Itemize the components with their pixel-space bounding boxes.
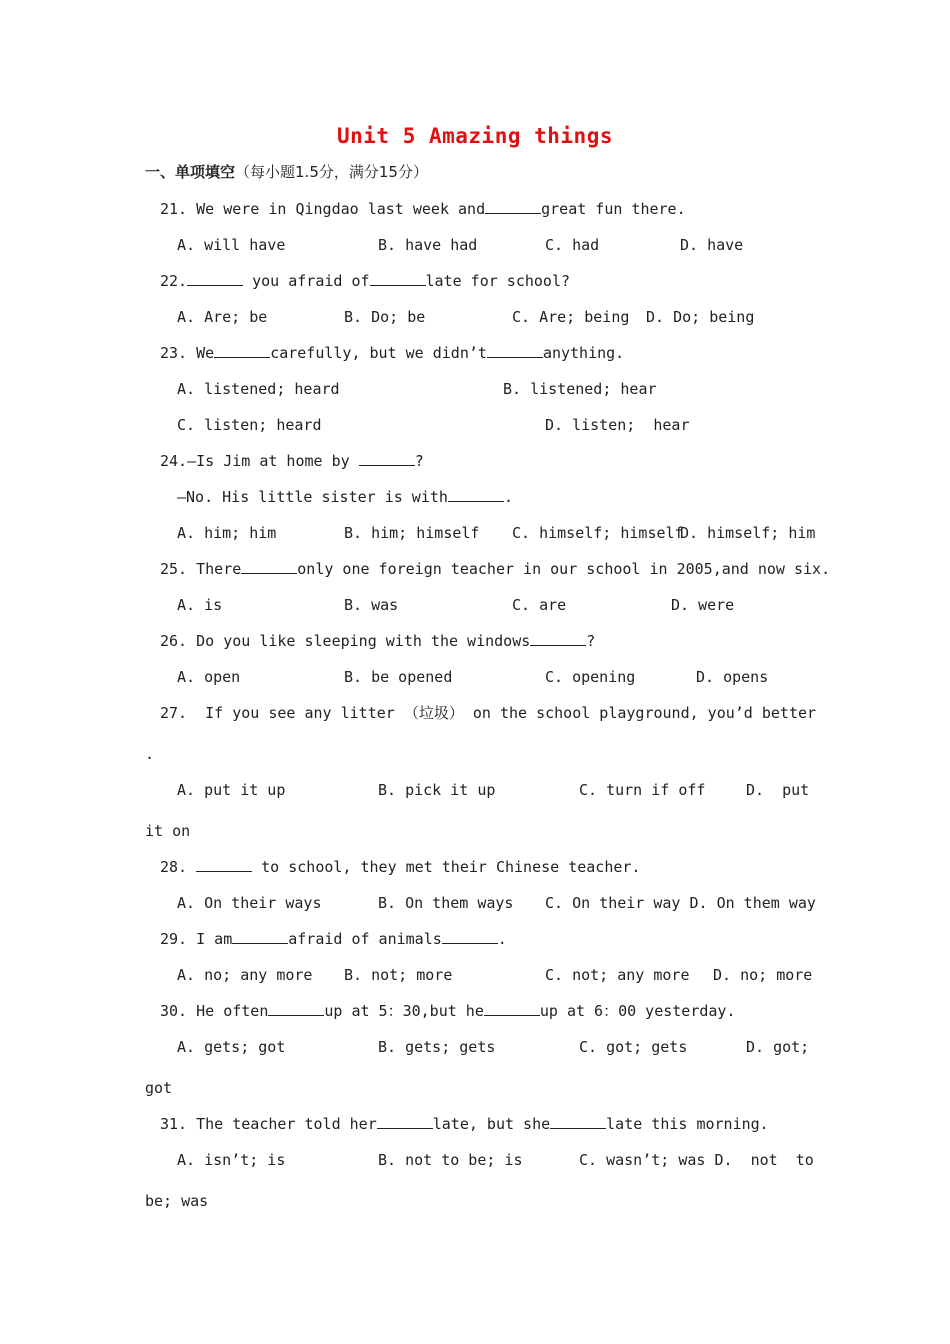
question-text: 29. I am xyxy=(160,930,233,948)
question-text: carefully, but we didn’t xyxy=(270,344,487,362)
question-31 xyxy=(160,1114,769,1134)
question-text: 31. The teacher told her xyxy=(160,1115,377,1133)
option-c: C. not; any more xyxy=(545,966,690,984)
question-text: 21. We were in Qingdao last week and xyxy=(160,200,486,218)
option-c: C. himself; himself xyxy=(512,524,684,542)
question-26 xyxy=(160,631,595,651)
option-d: D. got; xyxy=(746,1038,810,1056)
question-text: —No. His little sister is with xyxy=(177,488,448,506)
question-24 xyxy=(160,451,424,471)
option-a: A. will have xyxy=(177,236,286,254)
section-note: （每小题1.5分，满分15分） xyxy=(235,163,428,181)
option-a: A. no; any more xyxy=(177,966,313,984)
option-a: A. listened; heard xyxy=(177,380,340,398)
question-text: 30. He often xyxy=(160,1002,269,1020)
answer-blank xyxy=(359,451,415,466)
answer-blank xyxy=(377,1114,433,1129)
answer-blank xyxy=(241,559,297,574)
question-number: 28. xyxy=(160,858,197,876)
option-a: A. is xyxy=(177,596,223,614)
question-text: . xyxy=(497,930,507,948)
question-text: late for school? xyxy=(425,272,571,290)
answer-blank xyxy=(442,929,498,944)
option-b: B. Do; be xyxy=(344,308,426,326)
question-text: afraid of animals xyxy=(288,930,442,948)
answer-blank xyxy=(370,271,426,286)
question-text: 26. Do you like sleeping with the windows xyxy=(160,632,531,650)
answer-blank xyxy=(484,1001,540,1016)
option-d: D. no; more xyxy=(713,966,813,984)
question-23 xyxy=(160,343,624,363)
option-d: D. were xyxy=(671,596,735,614)
option-a: A. put it up xyxy=(177,781,286,799)
option-d: D. have xyxy=(680,236,744,254)
question-text: 24.—Is Jim at home by xyxy=(160,452,359,470)
option-c: C. listen; heard xyxy=(177,416,322,434)
question-text: great fun there. xyxy=(541,200,686,218)
option-c: C. had xyxy=(545,236,600,254)
option-c: C. On their way D. On them way xyxy=(545,894,816,912)
answer-blank xyxy=(187,271,243,286)
option-c: C. got; gets xyxy=(579,1038,688,1056)
option-c: C. opening xyxy=(545,668,636,686)
section-heading xyxy=(145,162,428,182)
option-d: D. opens xyxy=(696,668,769,686)
question-25 xyxy=(160,559,830,579)
question-text: up at 6：00 yesterday. xyxy=(539,1002,736,1020)
question-22 xyxy=(160,271,570,291)
question-27-end: . xyxy=(145,745,155,763)
question-text: up at 5：30,but he xyxy=(324,1002,484,1020)
question-text: anything. xyxy=(542,344,625,362)
answer-blank xyxy=(550,1114,606,1129)
option-b: B. was xyxy=(344,596,399,614)
answer-blank xyxy=(232,929,288,944)
question-24-reply xyxy=(177,487,513,507)
question-text: ? xyxy=(414,452,424,470)
option-b: B. gets; gets xyxy=(378,1038,496,1056)
option-b: B. not to be; is xyxy=(378,1151,523,1169)
option-b: B. him; himself xyxy=(344,524,480,542)
option-a: A. isn’t; is xyxy=(177,1151,286,1169)
question-text: to school, they met their Chinese teacher. xyxy=(252,858,641,876)
answer-blank xyxy=(196,857,252,872)
option-b: B. listened; hear xyxy=(503,380,657,398)
answer-blank xyxy=(485,199,541,214)
section-label: 一、单项填空 xyxy=(145,163,236,181)
document-title: Unit 5 Amazing things xyxy=(336,124,613,148)
option-b: B. not; more xyxy=(344,966,453,984)
option-b: B. On them ways xyxy=(378,894,514,912)
option-c: C. turn if off xyxy=(579,781,706,799)
question-30 xyxy=(160,1001,736,1021)
question-29 xyxy=(160,929,507,949)
answer-blank xyxy=(530,631,586,646)
option-a: A. open xyxy=(177,668,241,686)
answer-blank xyxy=(487,343,543,358)
option-c: C. are xyxy=(512,596,567,614)
answer-blank xyxy=(214,343,270,358)
option-b: B. be opened xyxy=(344,668,453,686)
option-d-wrap: it on xyxy=(145,822,191,840)
question-text: 23. We xyxy=(160,344,215,362)
question-text: late this morning. xyxy=(606,1115,769,1133)
option-d: D. listen; hear xyxy=(545,416,690,434)
option-d-wrap: be; was xyxy=(145,1192,209,1210)
option-c: C. Are; being xyxy=(512,308,630,326)
question-27: 27. If you see any litter （垃圾） on the school playground, you’d better xyxy=(160,704,817,722)
option-b: B. pick it up xyxy=(378,781,496,799)
option-b: B. have had xyxy=(378,236,478,254)
question-text: late, but she xyxy=(432,1115,551,1133)
option-a: A. On their ways xyxy=(177,894,322,912)
answer-blank xyxy=(268,1001,324,1016)
question-number: 22. xyxy=(160,272,188,290)
option-d: D. put xyxy=(746,781,810,799)
question-21 xyxy=(160,199,686,219)
question-text: only one foreign teacher in our school in 2005,and now six. xyxy=(297,560,831,578)
question-text: 25. There xyxy=(160,560,242,578)
option-c: C. wasn’t; was D. not to xyxy=(579,1151,814,1169)
option-a: A. gets; got xyxy=(177,1038,286,1056)
option-d: D. Do; being xyxy=(646,308,755,326)
question-text: you afraid of xyxy=(243,272,370,290)
question-28 xyxy=(160,857,640,877)
answer-blank xyxy=(448,487,504,502)
option-a: A. Are; be xyxy=(177,308,268,326)
question-text: ? xyxy=(586,632,596,650)
option-a: A. him; him xyxy=(177,524,277,542)
option-d: D. himself; him xyxy=(680,524,816,542)
option-d-wrap: got xyxy=(145,1079,173,1097)
question-text: . xyxy=(503,488,513,506)
